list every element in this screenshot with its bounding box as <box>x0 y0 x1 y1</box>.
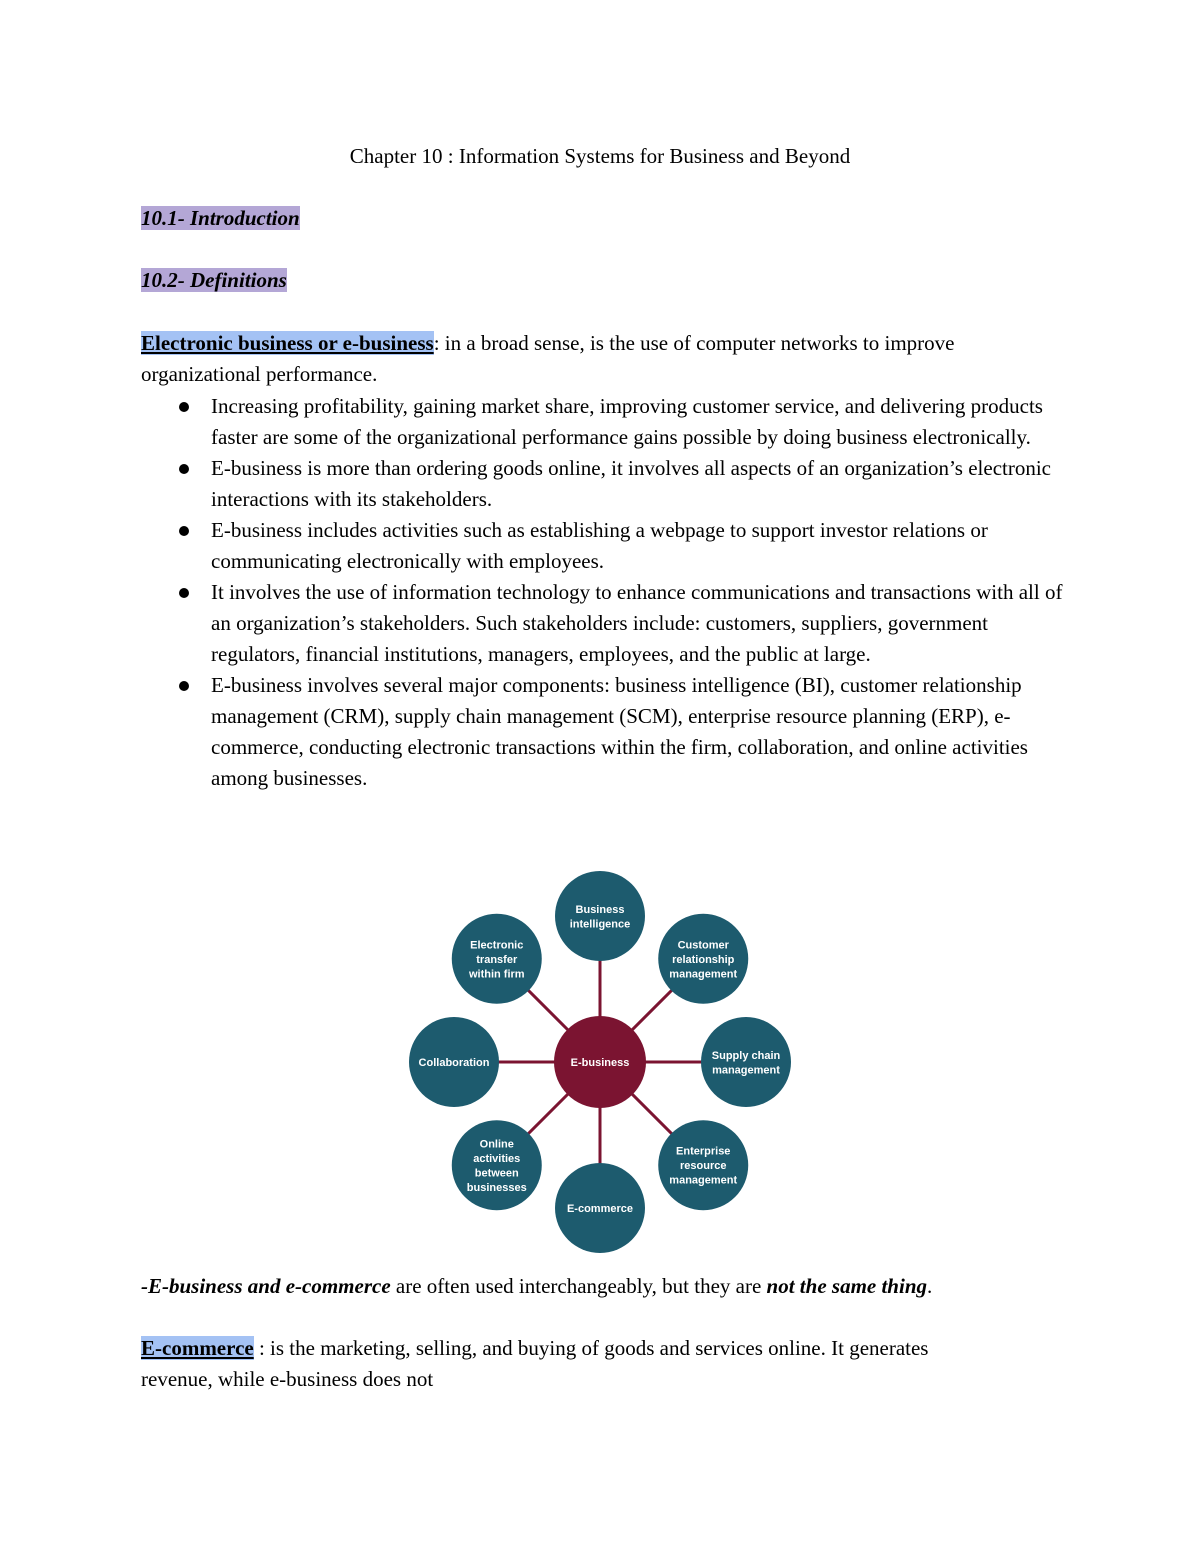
bullet-icon <box>179 464 189 474</box>
list-item-text: It involves the use of information technology to enhance communications and transactions with all of an organization’s stakeholders. Such stakeholders include: customers, suppliers, government regulators, financial institutions, managers, employees, and the public at large. <box>211 580 1063 666</box>
list-item-text: Increasing profitability, gaining market share, improving customer service, and delivering products faster are some of the organizational performance gains possible by doing business electronically. <box>211 394 1043 449</box>
bullet-icon <box>179 681 189 691</box>
ebusiness-definition-text: : in a broad sense, is the use of computer networks to improve <box>433 331 955 355</box>
list-item <box>141 391 1066 453</box>
list-item <box>141 670 1066 794</box>
list-item-text: E-business is more than ordering goods online, it involves all aspects of an organization’s electronic interactions with its stakeholders. <box>211 456 1051 511</box>
comparison-statement <box>141 1271 1066 1302</box>
diagram-node <box>555 871 645 961</box>
section-heading-definitions <box>141 265 287 295</box>
ecommerce-definition-text-cont: revenue, while e-business does not <box>141 1367 434 1391</box>
ebusiness-components-diagram <box>400 866 800 1256</box>
diagram-label-line: resource <box>679 1160 727 1173</box>
comparison-emphasis: not the same thing <box>766 1274 927 1298</box>
diagram-label-line: Enterprise <box>676 1145 731 1158</box>
list-item <box>141 515 1066 577</box>
section-heading-introduction <box>141 203 300 233</box>
diagram-node-label <box>567 1203 633 1215</box>
diagram-label-line: E-business <box>570 1057 630 1069</box>
list-item-text: E-business involves several major components: business intelligence (BI), customer relationship management (CRM), supply chain management (SCM), enterprise resource planning (ERP), e-commerce, conducting electronic transactions within the firm, collaboration, and online activities among businesses. <box>211 673 1028 790</box>
diagram-node <box>452 1120 542 1210</box>
diagram-node <box>701 1017 791 1107</box>
ecommerce-definition <box>141 1333 1066 1395</box>
diagram-label-line: Customer <box>677 939 729 952</box>
comparison-suffix: . <box>927 1274 933 1298</box>
diagram-canvas <box>400 866 800 1256</box>
diagram-label-line: E-commerce <box>566 1203 634 1215</box>
diagram-label-line: transfer <box>476 953 518 966</box>
ebusiness-bullet-list <box>141 391 1066 794</box>
diagram-label-line: management <box>669 1174 738 1187</box>
diagram-label-line: Supply chain <box>711 1049 781 1062</box>
ecommerce-definition-text: : is the marketing, selling, and buying of goods and services online. It generates <box>253 1336 929 1360</box>
diagram-label-line: Electronic <box>470 939 524 952</box>
section-heading-text: 10.1- Introduction <box>141 206 300 230</box>
diagram-center-label <box>571 1057 630 1069</box>
bullet-icon <box>179 526 189 536</box>
diagram-label-line: Business <box>575 903 625 916</box>
ebusiness-term: Electronic business or e-business <box>141 331 434 355</box>
list-item-text: E-business includes activities such as establishing a webpage to support investor relations or communicating electronically with employees. <box>211 518 988 573</box>
list-item <box>141 453 1066 515</box>
diagram-label-line: management <box>669 968 738 981</box>
diagram-label-line: relationship <box>672 953 735 966</box>
comparison-prefix: -E-business and e-commerce <box>141 1274 391 1298</box>
ebusiness-definition-text-cont: organizational performance. <box>141 362 378 386</box>
list-item <box>141 577 1066 670</box>
diagram-label-line: management <box>712 1064 780 1077</box>
section-heading-text: 10.2- Definitions <box>141 268 287 292</box>
page-title: Chapter 10 : Information Systems for Business and Beyond <box>349 144 851 168</box>
comparison-middle: are often used interchangeably, but they are <box>390 1274 767 1298</box>
diagram-label-line: intelligence <box>569 918 631 931</box>
diagram-label-line: Online <box>479 1138 514 1151</box>
diagram-label-line: Collaboration <box>418 1057 490 1069</box>
diagram-label-line: between <box>474 1167 519 1180</box>
diagram-node-label <box>669 939 737 980</box>
diagram-node-label <box>419 1057 490 1069</box>
diagram-node-label <box>468 939 525 980</box>
diagram-label-line: within firm <box>468 968 525 981</box>
bullet-icon <box>179 402 189 412</box>
diagram-label-line: businesses <box>466 1181 527 1194</box>
diagram-label-line: activities <box>473 1152 521 1165</box>
ecommerce-term: E-commerce <box>141 1336 254 1360</box>
bullet-icon <box>179 588 189 598</box>
ebusiness-definition <box>141 328 1066 390</box>
